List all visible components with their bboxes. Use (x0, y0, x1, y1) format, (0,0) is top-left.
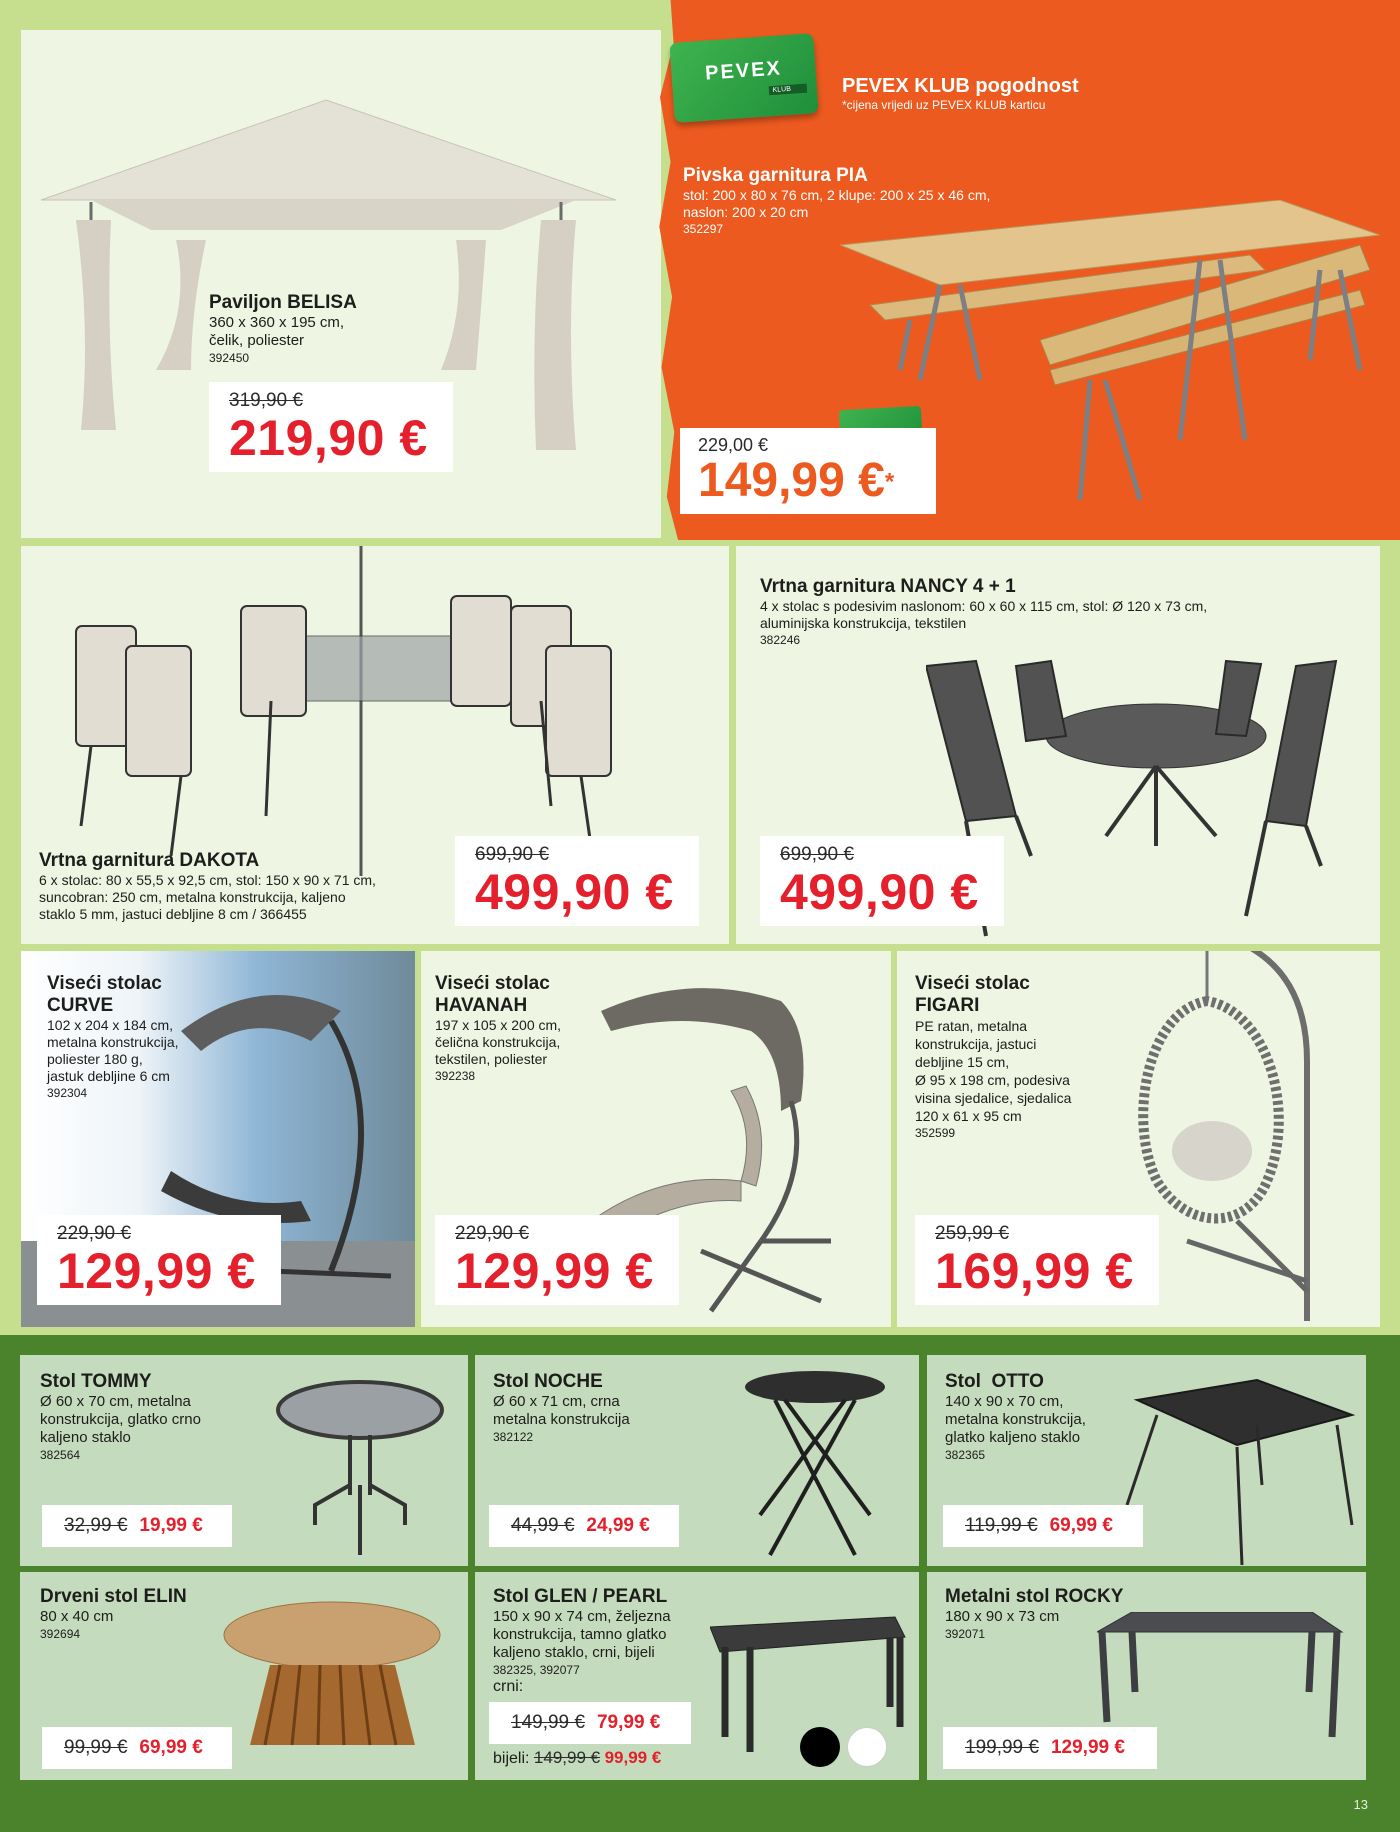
product-desc: 120 x 61 x 95 cm (915, 1108, 1022, 1124)
product-title: Pivska garnitura PIA (683, 165, 868, 186)
product-title: CURVE (47, 995, 114, 1016)
product-desc: 360 x 360 x 195 cm, (209, 314, 345, 331)
product-desc: debljine 15 cm, (915, 1054, 1010, 1070)
new-price: 129,99 € (455, 1243, 654, 1299)
product-desc: 140 x 90 x 70 cm, (945, 1393, 1064, 1410)
old-price: 229,90 € (57, 1223, 131, 1244)
product-code: 352599 (915, 1126, 956, 1140)
product-code: 382246 (760, 633, 801, 647)
old-price: 199,99 € (965, 1737, 1039, 1758)
product-desc: 80 x 40 cm (40, 1608, 114, 1625)
product-desc: jastuk debljine 6 cm (47, 1068, 170, 1084)
product-desc: stol: 200 x 80 x 76 cm, 2 klupe: 200 x 25 x 46 cm, (683, 187, 991, 203)
pevex-klub-card (669, 33, 818, 123)
product-code: 392304 (47, 1086, 88, 1100)
product-desc: suncobran: 250 cm, metalna konstrukcija, kaljeno (39, 889, 346, 905)
old-price: 149,99 € (511, 1712, 585, 1733)
product-panel-curve (21, 951, 415, 1327)
product-card-rocky (927, 1572, 1366, 1780)
product-desc: PE ratan, metalna (915, 1018, 1028, 1034)
product-desc: poliester 180 g, (47, 1051, 143, 1067)
product-card-elin (20, 1572, 468, 1780)
product-desc: glatko kaljeno staklo (945, 1429, 1081, 1446)
product-code: 352297 (683, 222, 724, 236)
tommy-table-image (275, 1375, 445, 1555)
product-desc: metalna konstrukcija, (945, 1411, 1086, 1428)
price-box (37, 1215, 281, 1305)
product-title: Viseći stolac (435, 973, 550, 994)
otto-table-image (1117, 1375, 1357, 1565)
product-desc: 150 x 90 x 74 cm, željezna (493, 1608, 671, 1625)
product-desc: Ø 60 x 70 cm, metalna (40, 1393, 191, 1410)
product-desc: konstrukcija, tamno glatko (493, 1626, 667, 1643)
price-box (915, 1215, 1159, 1305)
old-price: 99,99 € (64, 1737, 128, 1758)
product-panel-nancy (736, 546, 1380, 944)
old-price: 229,90 € (455, 1223, 529, 1244)
dakota-set-image (61, 546, 681, 886)
new-price: 69,99 € (1049, 1515, 1113, 1536)
product-desc: Ø 95 x 198 cm, podesiva (915, 1072, 1070, 1088)
rocky-table-image (1097, 1612, 1357, 1742)
product-code: 392071 (945, 1627, 986, 1641)
product-title: Stol TOMMY (40, 1371, 152, 1392)
product-desc: aluminijska konstrukcija, tekstilen (760, 615, 967, 631)
product-code: 392450 (209, 351, 250, 365)
old-price: 699,90 € (780, 844, 854, 865)
product-code: 382365 (945, 1448, 986, 1462)
product-desc: naslon: 200 x 20 cm (683, 204, 809, 220)
new-price: 169,99 € (935, 1243, 1134, 1299)
price-box (943, 1505, 1143, 1547)
product-card-otto (927, 1355, 1366, 1566)
old-price: 32,99 € (64, 1515, 128, 1536)
price-box (680, 428, 936, 514)
old-price: 319,90 € (229, 390, 303, 411)
product-desc: Ø 60 x 71 cm, crna (493, 1393, 620, 1410)
white-new-price: 99,99 € (604, 1748, 662, 1767)
old-price: 259,99 € (935, 1223, 1009, 1244)
page-number: 13 (1353, 1797, 1368, 1812)
price-box (455, 836, 699, 926)
old-price: 699,90 € (475, 844, 549, 865)
new-price: 219,90 € (229, 410, 428, 466)
product-desc: kaljeno staklo (40, 1429, 131, 1446)
product-panel-figari (897, 951, 1380, 1327)
product-card-glen-pearl (475, 1572, 919, 1780)
product-desc: konstrukcija, glatko crno (40, 1411, 201, 1428)
price-box (209, 382, 453, 472)
product-title: Viseći stolac (915, 973, 1030, 994)
product-card-noche (475, 1355, 919, 1566)
product-panel-dakota (21, 546, 729, 944)
elin-table-image (220, 1600, 445, 1760)
product-desc: kaljeno staklo, crni, bijeli (493, 1644, 655, 1661)
new-price: 499,90 € (475, 864, 674, 920)
color-swatch-black[interactable] (800, 1727, 840, 1767)
product-desc: staklo 5 mm, jastuci debljine 8 cm / 366455 (39, 906, 307, 922)
product-desc: konstrukcija, jastuci (915, 1036, 1037, 1052)
product-desc: 4 x stolac s podesivim naslonom: 60 x 60 x 115 cm, stol: Ø 120 x 73 cm, (760, 598, 1208, 614)
product-desc: 102 x 204 x 184 cm, (47, 1017, 174, 1033)
product-title: Stol NOCHE (493, 1371, 603, 1392)
new-price: 129,99 € (57, 1243, 256, 1299)
new-price: 19,99 € (139, 1515, 203, 1536)
product-code: 392694 (40, 1627, 81, 1641)
variant-white-label: bijeli: (493, 1750, 530, 1767)
club-heading: PEVEX KLUB pogodnost (842, 75, 1079, 97)
product-card-tommy (20, 1355, 468, 1566)
product-title: Paviljon BELISA (209, 292, 357, 313)
product-title: Vrtna garnitura NANCY 4 + 1 (760, 576, 1016, 597)
product-panel-belisa (21, 30, 661, 538)
product-code: 382564 (40, 1448, 81, 1462)
asterisk: * (884, 468, 895, 496)
figari-egg-chair-image (1127, 951, 1367, 1321)
new-price: 129,99 € (1050, 1737, 1125, 1758)
product-title: Metalni stol ROCKY (945, 1586, 1124, 1607)
product-code: 392238 (435, 1069, 476, 1083)
product-desc: metalna konstrukcija (493, 1411, 630, 1428)
product-title: Viseći stolac (47, 973, 162, 994)
price-box (489, 1702, 691, 1744)
price-box (42, 1727, 232, 1769)
new-price: 499,90 € (780, 864, 979, 920)
product-code: 382122 (493, 1430, 534, 1444)
product-code: 382325, 392077 (493, 1663, 580, 1677)
old-price: 229,00 € (698, 435, 769, 455)
product-desc: čelik, poliester (209, 332, 305, 349)
product-title: HAVANAH (435, 995, 528, 1016)
old-price: 119,99 € (965, 1515, 1038, 1536)
product-desc: čelična konstrukcija, (435, 1034, 561, 1050)
price-box (489, 1505, 679, 1547)
card-sub: KLUB (768, 84, 807, 96)
product-desc: 6 x stolac: 80 x 55,5 x 92,5 cm, stol: 150 x 90 x 71 cm, (39, 872, 376, 888)
price-box (760, 836, 1004, 926)
product-title: Drveni stol ELIN (40, 1586, 187, 1607)
product-title: FIGARI (915, 995, 980, 1016)
product-title: Stol GLEN / PEARL (493, 1586, 668, 1607)
new-price: 24,99 € (586, 1515, 650, 1536)
product-title: Vrtna garnitura DAKOTA (39, 850, 260, 871)
new-price: 79,99 € (596, 1712, 661, 1733)
noche-table-image (740, 1365, 890, 1565)
price-box (435, 1215, 679, 1305)
card-logo: PEVEX (704, 57, 783, 85)
club-note: *cijena vrijedi uz PEVEX KLUB karticu (842, 98, 1046, 112)
product-desc: visina sjedalice, sjedalica (915, 1090, 1072, 1106)
product-title: Stol OTTO (945, 1371, 1044, 1392)
product-panel-havanah (421, 951, 891, 1327)
price-box (943, 1727, 1157, 1769)
new-price: 149,99 € (698, 454, 885, 507)
product-desc: tekstilen, poliester (435, 1051, 548, 1067)
variant-black-label: crni: (493, 1678, 524, 1695)
product-desc: 180 x 90 x 73 cm (945, 1608, 1060, 1625)
white-old-price: 149,99 € (533, 1748, 601, 1767)
price-box (42, 1505, 232, 1547)
product-desc: 197 x 105 x 200 cm, (435, 1017, 562, 1033)
white-variant-price (493, 1748, 661, 1768)
old-price: 44,99 € (511, 1515, 575, 1536)
color-swatch-white[interactable] (847, 1727, 887, 1767)
new-price: 69,99 € (139, 1737, 203, 1758)
product-desc: metalna konstrukcija, (47, 1034, 179, 1050)
